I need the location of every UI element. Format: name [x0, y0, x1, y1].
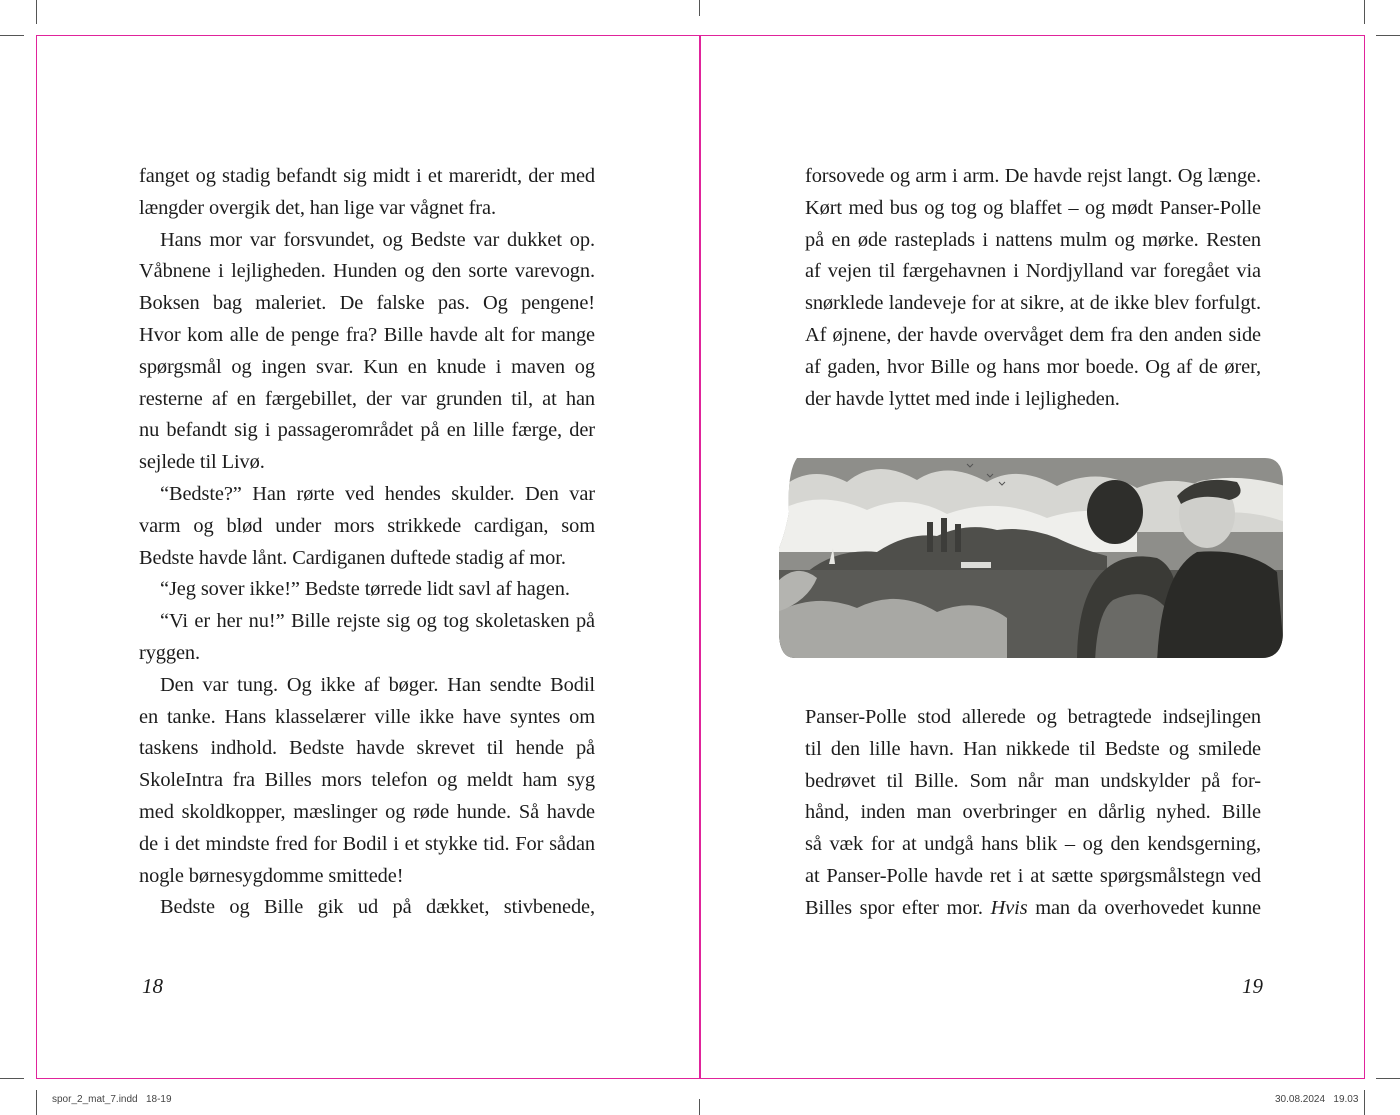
crop-mark: [1376, 35, 1400, 36]
harbor-illustration: [777, 452, 1285, 662]
text-line: af vejen til færgehavnen i Nordjylland var foregået via: [805, 260, 1261, 283]
right-page-text-top: [805, 161, 1261, 415]
crop-mark: [699, 1099, 700, 1115]
crop-mark: [1364, 1090, 1365, 1115]
text-line: nu befandt sig i passagerområdet på en lille færge, der: [139, 419, 595, 442]
crop-mark: [0, 35, 24, 36]
text-line: “Jeg sover ikke!” Bedste tørrede lidt savl af hagen.: [160, 578, 570, 601]
crop-mark: [699, 0, 700, 16]
text-line: Boksen bag maleriet. De falske pas. Og pengene!: [139, 292, 595, 315]
slug-datetime: 30.08.2024 19.03: [1275, 1094, 1359, 1105]
text-line: hånd, inden man overbringer en dårlig nyhed. Bille: [805, 801, 1261, 824]
page-number-left: 18: [142, 974, 163, 998]
text-line: Våbnene i lejligheden. Hunden og den sorte varevogn.: [139, 260, 595, 283]
text-line: Hvor kom alle de penge fra? Bille havde alt for mange: [139, 323, 595, 346]
text-line: fanget og stadig befandt sig midt i et mareridt, der med: [139, 165, 595, 187]
text-line: forsovede og arm i arm. De havde rejst langt. Og længe.: [805, 165, 1261, 187]
text-line: de i det mindste fred for Bodil i et stykke tid. For sådan: [139, 832, 595, 855]
text-line: på en øde rasteplads i nattens mulm og mørke. Resten: [805, 228, 1261, 251]
text-line: Bedste havde lånt. Cardiganen duftede stadig af mor.: [139, 546, 566, 569]
text-line: Hans mor var forsvundet, og Bedste var dukket op.: [160, 228, 595, 251]
crop-mark: [0, 1078, 24, 1079]
text-line: af gaden, hvor Bille og hans mor boede. Og af de ører,: [805, 355, 1261, 378]
text-line: nogle børnesygdomme smittede!: [139, 864, 404, 887]
text-line: sejlede til Livø.: [139, 451, 265, 474]
text-line: til den lille havn. Han nikkede til Bedste og smilede: [805, 737, 1261, 760]
text-line: Panser-Polle stod allerede og betragtede indsejlingen: [805, 706, 1261, 728]
left-page-text: [139, 161, 595, 924]
text-line: “Vi er her nu!” Bille rejste sig og tog skoletasken på: [160, 610, 595, 633]
text-line: spørgsmål og ingen svar. Kun en knude i maven og: [139, 355, 595, 378]
text-line: resterne af en færgebillet, der var grunden til, at han: [139, 387, 595, 410]
text-line: længder overgik det, han lige var vågnet fra.: [139, 196, 496, 219]
text-line: Kørt med bus og tog og blaffet – og mødt Panser-Polle: [805, 196, 1261, 219]
crop-mark: [36, 1090, 37, 1115]
crop-mark: [1376, 1078, 1400, 1079]
text-line: snørklede landeveje for at sikre, at de ikke blev forfulgt.: [805, 292, 1261, 315]
text-line: Bedste og Bille gik ud på dækket, stivbenede,: [160, 896, 595, 919]
page-number-right: 19: [1242, 974, 1263, 998]
right-page-text-bottom: [805, 702, 1261, 925]
slug-filename: spor_2_mat_7.indd 18-19: [52, 1094, 172, 1105]
spine-line: [699, 36, 701, 1078]
text-line: SkoleIntra fra Billes mors telefon og meldt ham syg: [139, 769, 595, 792]
text-line: der havde lyttet med inde i lejligheden.: [805, 387, 1120, 410]
text-line: bedrøvet til Bille. Som når man undskylder på for-: [805, 769, 1261, 792]
crop-mark: [1364, 0, 1365, 24]
text-line: taskens indhold. Bedste havde skrevet til hende på: [139, 737, 595, 760]
text-line: med skoldkopper, mæslinger og røde hunde. Så havde: [139, 800, 595, 823]
text-line: varm og blød under mors strikkede cardigan, som: [139, 514, 595, 537]
text-line: Billes spor efter mor. Hvis man da overhovedet kunne: [805, 896, 1262, 919]
text-line: Af øjnene, der havde overvåget dem fra den anden side: [805, 323, 1261, 346]
text-line: ryggen.: [139, 641, 201, 664]
text-line: så væk for at undgå hans blik – og den kendsgerning,: [805, 833, 1261, 856]
crop-mark: [36, 0, 37, 24]
text-line: en tanke. Hans klasselærer ville ikke have syntes om: [139, 705, 595, 728]
text-line: “Bedste?” Han rørte ved hendes skulder. Den var: [160, 482, 595, 505]
text-line: at Panser-Polle havde ret i at sætte spørgsmålstegn ved: [805, 864, 1261, 887]
text-line: Den var tung. Og ikke af bøger. Han sendte Bodil: [160, 673, 595, 696]
emphasis: Hvis: [990, 896, 1028, 919]
